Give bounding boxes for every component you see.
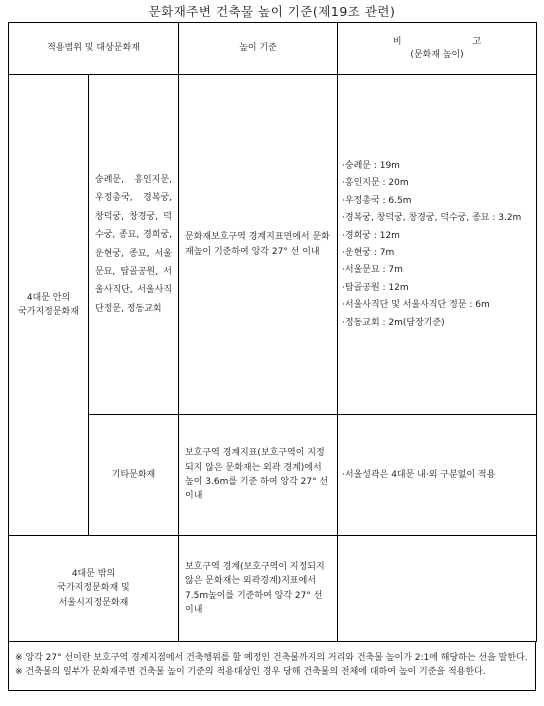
table-row (9, 415, 537, 536)
remark-item: ·흥인지문 : 20m (342, 178, 409, 189)
remark-item: ·서울문묘 : 7m (342, 265, 403, 276)
remark-seoul-wall: ·서울성곽은 4대문 내·외 구분없이 적용 (338, 415, 537, 536)
header-scope: 적용범위 및 대상문화재 (9, 23, 179, 75)
remark-item: ·경복궁, 창덕궁, 창경궁, 덕수궁, 종묘 : 3.2m (342, 213, 522, 224)
header-remarks (338, 23, 537, 75)
remark-item: ·정동교회 : 2m(담장기준) (342, 317, 445, 328)
remark-item: ·경희궁 : 12m (342, 230, 400, 241)
footnote: ※ 앙각 27° 선이란 보호구역 경계지점에서 건축행위를 할 예정인 건축물까지의 거리와 건축물 높이가 2:1에 해당하는 선을 말한다. (15, 653, 528, 663)
height-standard-2: 보호구역 경계지표(보호구역이 지정되지 않은 문화재는 외곽 경계)에서 높이 3.6m를 기준 하여 앙각 27° 선 이내 (179, 415, 338, 536)
target-other-heritage: 기타문화재 (89, 415, 179, 536)
table-header-row (9, 23, 537, 75)
footnote: ※ 건축물의 일부가 문화재주변 건축물 높이 기준의 적용대상인 경우 당해 건축물의 전체에 대하여 높이 기준을 적용한다. (15, 666, 486, 677)
target-heritage-list: 숭례문, 흥인지문, 우정총국, 경복궁, 창덕궁, 창경궁, 덕수궁, 종묘, 경희궁, 운현궁, 종묘, 서울문묘, 탑골공원, 서울사직단, 서울사직단정문, 정동교회 (89, 75, 179, 415)
remark-item: ·우정총국 : 6.5m (342, 195, 412, 206)
header-remarks-sub: (문화재 높이) (410, 49, 464, 60)
category-inside-gates: 4대문 안의 국가지정문화재 (9, 75, 89, 536)
height-standard-1: 문화재보호구역 경계지표면에서 문화재높이 기준하여 앙각 27° 선 이내 (179, 75, 338, 415)
remark-empty (338, 536, 537, 642)
remarks-list (338, 75, 537, 415)
remark-item: ·숭례문 : 19m (342, 161, 400, 172)
category-outside-gates: 4대문 밖의 국가지정문화재 및 서울시지정문화재 (9, 536, 179, 642)
page-title: 문화재주변 건축물 높이 기준(제19조 관련) (148, 4, 396, 19)
header-remarks-title: 비 고 (392, 37, 516, 48)
remark-item: ·탑골공원 : 12m (342, 282, 409, 293)
height-standard-3: 보호구역 경계(보호구역이 지정되지 않은 문화재는 외곽경계)지표에서 7.5m높이를 기준하여 앙각 27° 선 이내 (179, 536, 338, 642)
header-height-standard: 높이 기준 (179, 23, 338, 75)
remark-item: ·운현궁 : 7m (342, 248, 395, 258)
height-standard-table (8, 22, 537, 642)
remark-item: ·서울사직단 및 서울사직단 정문 : 6m (342, 300, 490, 311)
table-row (9, 536, 537, 642)
footnotes (8, 642, 536, 691)
table-row (9, 75, 537, 415)
